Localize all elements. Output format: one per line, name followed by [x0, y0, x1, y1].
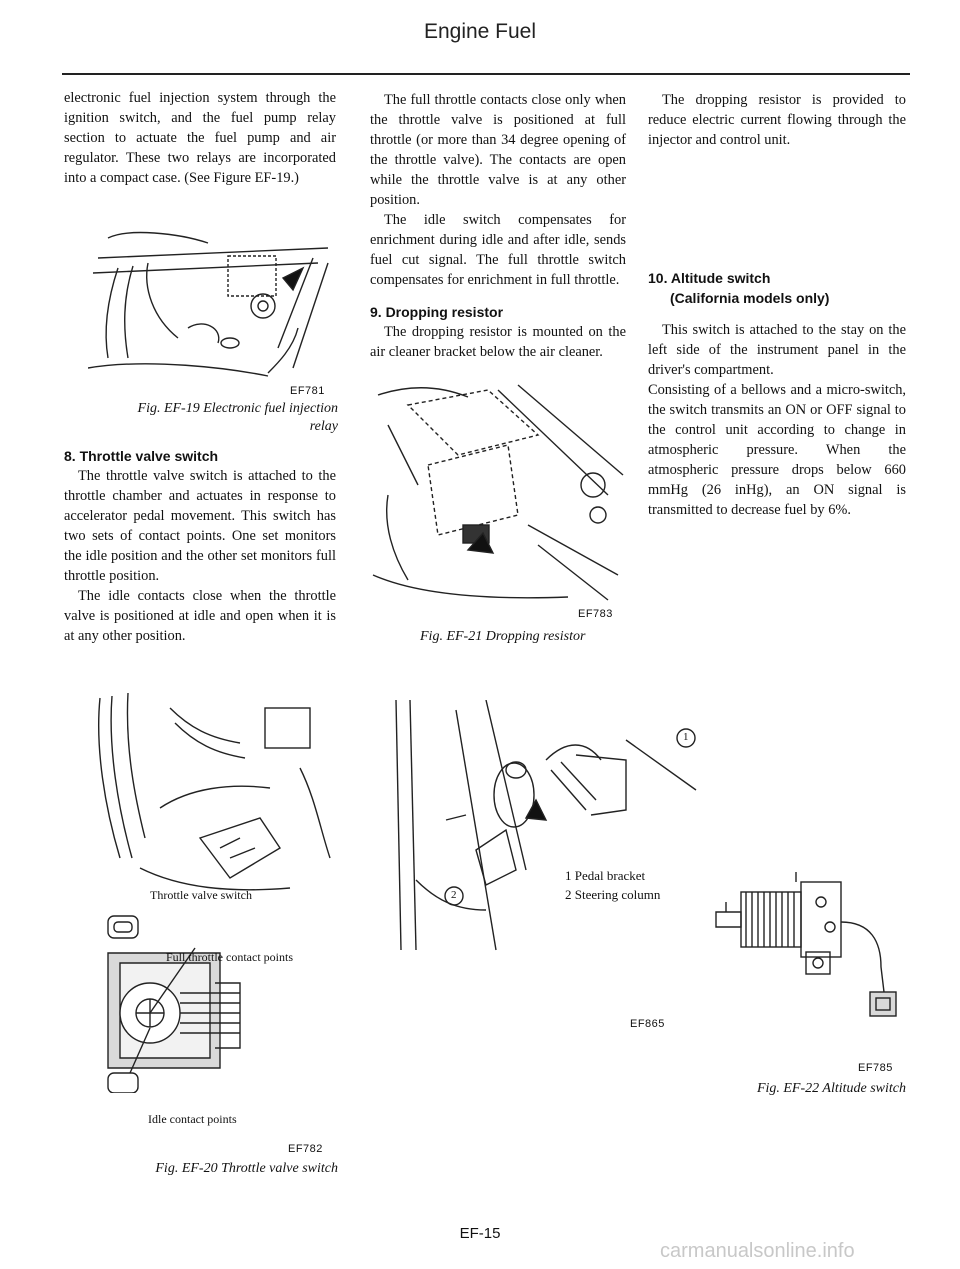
intro-paragraph: electronic fuel injection system through the ignition switch, and the fuel pump relay section to actuate the fuel pump and air regulator. These two relays are incorporated into a compact case. (See Figure EF-19.): [64, 90, 336, 186]
fig22-code: EF785: [858, 1062, 893, 1074]
fig21-caption: Fig. EF-21 Dropping resistor: [420, 629, 586, 644]
fig865-legend-pedal-bracket: 1 Pedal bracket: [565, 868, 646, 883]
fig20-code: EF782: [288, 1143, 323, 1155]
column-3: [648, 90, 906, 150]
label-throttle-valve-switch: Throttle valve switch: [150, 888, 252, 902]
fig865-code: EF865: [630, 1018, 665, 1030]
page-number: EF-15: [459, 1225, 501, 1242]
figure-ef20-diagram: [100, 908, 250, 1093]
heading-altitude-switch: [648, 268, 906, 308]
page-header-title: Engine Fuel: [423, 20, 537, 43]
dropping-resistor-purpose-paragraph: The dropping resistor is provided to reduce electric current flowing through the injector and control unit.: [648, 92, 906, 148]
watermark: carmanualsonline.info: [660, 1240, 855, 1262]
label-idle-contact-points: Idle contact points: [148, 1112, 237, 1126]
heading-altitude-switch-line2: (California models only): [670, 290, 830, 306]
fig865-callout-1: 1: [683, 731, 689, 743]
header-rule: [62, 73, 910, 75]
figure-ef865-steering-column: [376, 700, 706, 960]
idle-switch-paragraph: The idle switch compensates for enrichment during idle and after idle, sends fuel cut signal. The full throttle switch compensates for enrichment in full throttle.: [370, 212, 626, 288]
figure-ef20-photo: [80, 688, 340, 898]
column-1-section-8: [64, 446, 336, 646]
fig20-caption: Fig. EF-20 Throttle valve switch: [155, 1161, 338, 1176]
full-throttle-paragraph: The full throttle contacts close only when the throttle valve is positioned at full throttle (or more than 34 degree opening of the throttle valve). The contacts are open while the throttle valve is at any other position.: [370, 92, 626, 208]
dropping-resistor-paragraph: The dropping resistor is mounted on the air cleaner bracket below the air cleaner.: [370, 324, 626, 360]
idle-contacts-paragraph: The idle contacts close when the throttle valve is positioned at idle and open when it is at any other position.: [64, 588, 336, 644]
heading-dropping-resistor: 9. Dropping resistor: [370, 304, 504, 320]
altitude-switch-location-paragraph: This switch is attached to the stay on the left side of the instrument panel in the driver's compartment.: [648, 322, 906, 378]
column-2: [370, 90, 626, 362]
fig21-code: EF783: [578, 608, 613, 620]
heading-throttle-valve-switch: 8. Throttle valve switch: [64, 448, 219, 464]
altitude-switch-function-paragraph: Consisting of a bellows and a micro-switch, the switch transmits an ON or OFF signal to the control unit according to change in atmospheric pressure. When the atmospheric pressure drops below 660 mmHg (26 inHg), an ON signal is transmitted to decrease fuel by 6%.: [648, 382, 906, 518]
fig865-legend-steering-column: 2 Steering column: [565, 887, 661, 902]
fig865-callout-2: 2: [451, 889, 457, 901]
column-3-section-10: [648, 268, 906, 520]
fig19-caption: Fig. EF-19 Electronic fuel injection relay: [137, 401, 338, 434]
figure-ef22-altitude-switch: [706, 872, 906, 1022]
figure-ef21-dropping-resistor: [368, 375, 628, 605]
throttle-switch-paragraph: The throttle valve switch is attached to the throttle chamber and actuates in response to accelerator pedal movement. This switch has two sets of contact points. One set monitors the idle position and the other set monitors full throttle position.: [64, 468, 336, 584]
heading-altitude-switch-line1: 10. Altitude switch: [648, 270, 771, 286]
figure-ef19-relay: [88, 218, 338, 378]
column-1: [64, 88, 336, 188]
fig19-code: EF781: [290, 385, 325, 397]
fig22-caption: Fig. EF-22 Altitude switch: [756, 1081, 906, 1096]
label-full-throttle-contact-points: Full throttle contact points: [166, 950, 293, 964]
